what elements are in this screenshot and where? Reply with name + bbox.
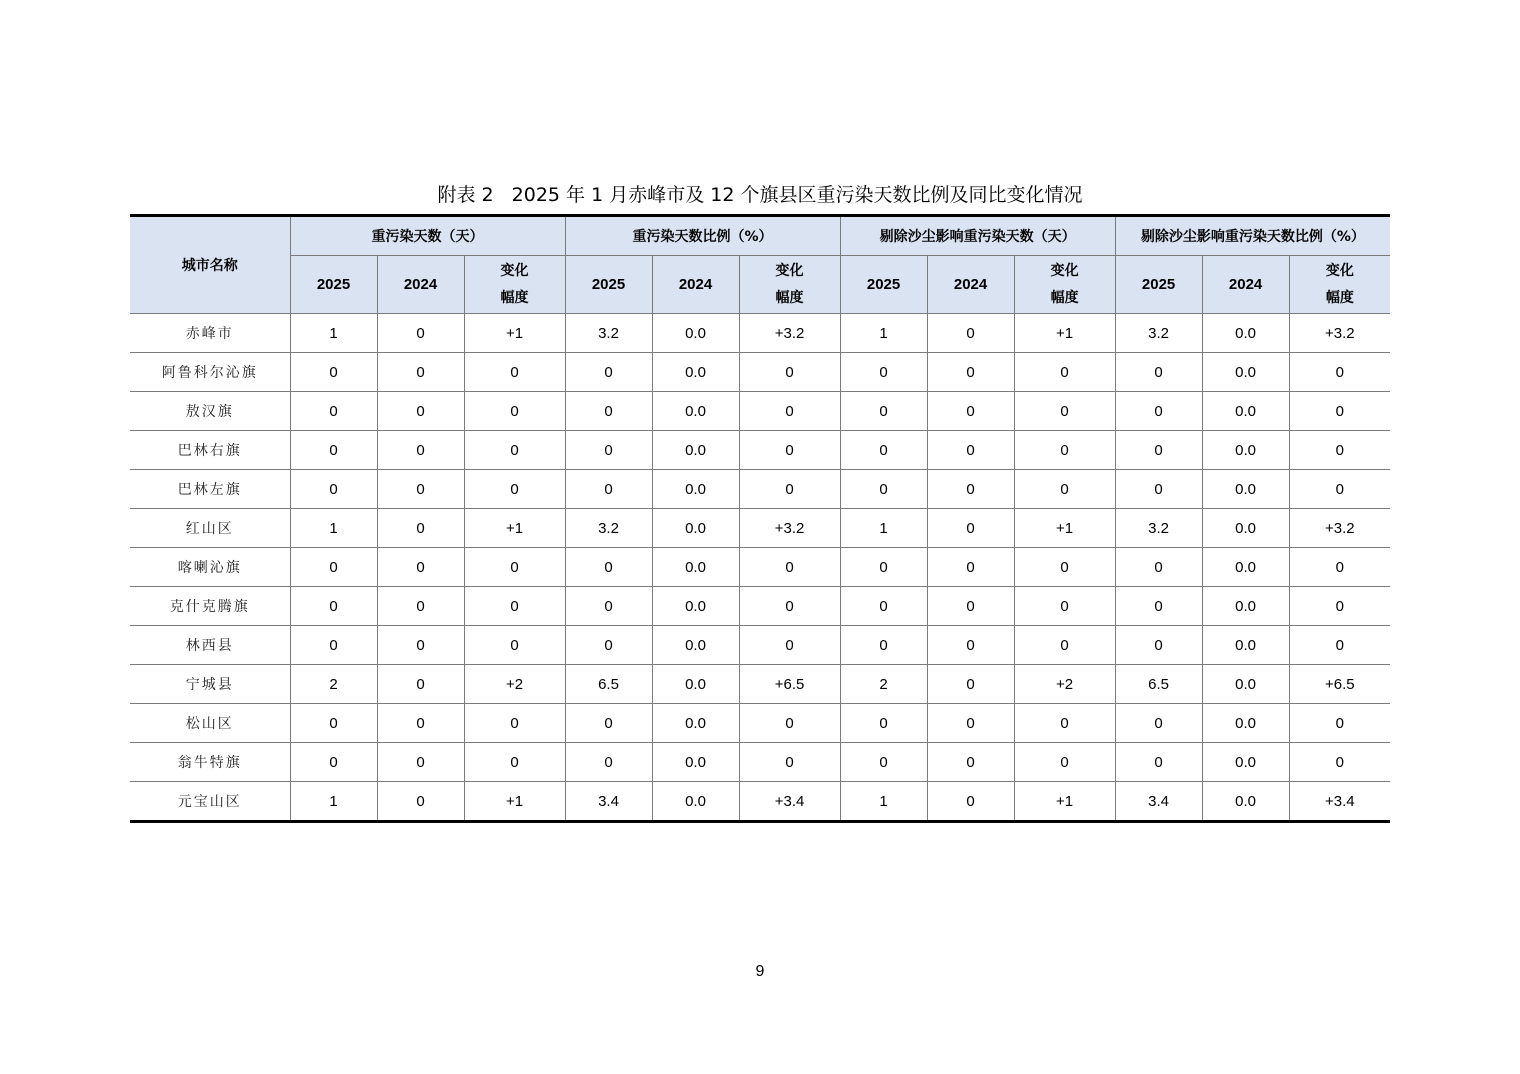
value-cell: 0 xyxy=(377,470,464,509)
value-cell: 0.0 xyxy=(652,626,739,665)
value-cell: 0.0 xyxy=(1202,704,1289,743)
city-name-cell: 红山区 xyxy=(130,509,290,548)
value-cell: +1 xyxy=(1014,314,1115,353)
value-cell: 0 xyxy=(1115,743,1202,782)
table-row xyxy=(130,626,1390,665)
change-header-text: 变化 幅度 xyxy=(1325,262,1354,306)
group-header-dust-excluded-ratio: 剔除沙尘影响重污染天数比例（%） xyxy=(1115,216,1390,256)
group-header-heavy-ratio: 重污染天数比例（%） xyxy=(565,216,840,256)
value-cell: +6.5 xyxy=(1289,665,1390,704)
value-cell: 0 xyxy=(927,509,1014,548)
city-name-cell: 松山区 xyxy=(130,704,290,743)
value-cell: +3.2 xyxy=(1289,509,1390,548)
value-cell: 0 xyxy=(739,626,840,665)
value-cell: 3.2 xyxy=(565,314,652,353)
change-header-text: 变化 幅度 xyxy=(500,262,529,306)
value-cell: 0 xyxy=(290,587,377,626)
value-cell: +1 xyxy=(1014,782,1115,822)
value-cell: 0.0 xyxy=(652,431,739,470)
value-cell: 1 xyxy=(840,314,927,353)
value-cell: 0 xyxy=(565,587,652,626)
value-cell: 0.0 xyxy=(652,509,739,548)
value-cell: 0.0 xyxy=(652,470,739,509)
value-cell: 0 xyxy=(464,626,565,665)
value-cell: 0 xyxy=(464,587,565,626)
value-cell: 0 xyxy=(290,353,377,392)
value-cell: 0.0 xyxy=(652,587,739,626)
value-cell: 0 xyxy=(565,704,652,743)
city-name-cell: 赤峰市 xyxy=(130,314,290,353)
value-cell: 0 xyxy=(290,626,377,665)
change-header xyxy=(1289,256,1390,314)
value-cell: 0.0 xyxy=(1202,587,1289,626)
value-cell: 0 xyxy=(927,665,1014,704)
value-cell: 0 xyxy=(377,431,464,470)
value-cell: 0 xyxy=(377,782,464,822)
value-cell: 0 xyxy=(464,704,565,743)
value-cell: 0 xyxy=(840,587,927,626)
page-number: 9 xyxy=(755,963,765,980)
city-name-header: 城市名称 xyxy=(130,216,290,314)
value-cell: 0 xyxy=(739,392,840,431)
change-header-text: 变化 幅度 xyxy=(1050,262,1079,306)
table-header xyxy=(130,216,1390,314)
value-cell: 0 xyxy=(1115,548,1202,587)
value-cell: 0 xyxy=(1115,626,1202,665)
value-cell: 0 xyxy=(1289,431,1390,470)
value-cell: 0 xyxy=(1014,743,1115,782)
value-cell: 6.5 xyxy=(565,665,652,704)
change-header xyxy=(464,256,565,314)
value-cell: 0.0 xyxy=(652,743,739,782)
value-cell: 0 xyxy=(565,470,652,509)
value-cell: 0 xyxy=(377,626,464,665)
value-cell: 0 xyxy=(1014,548,1115,587)
value-cell: 0.0 xyxy=(1202,626,1289,665)
value-cell: 0.0 xyxy=(1202,392,1289,431)
year-2024-header: 2024 xyxy=(927,256,1014,314)
value-cell: +1 xyxy=(464,509,565,548)
table-row xyxy=(130,314,1390,353)
year-2024-header: 2024 xyxy=(652,256,739,314)
value-cell: 0.0 xyxy=(652,353,739,392)
city-name-cell: 阿鲁科尔沁旗 xyxy=(130,353,290,392)
value-cell: 0 xyxy=(840,353,927,392)
value-cell: 0 xyxy=(377,548,464,587)
group-header-dust-excluded-days: 剔除沙尘影响重污染天数（天） xyxy=(840,216,1115,256)
value-cell: 0 xyxy=(290,704,377,743)
value-cell: 0 xyxy=(377,353,464,392)
value-cell: 0.0 xyxy=(1202,431,1289,470)
city-name-cell: 宁城县 xyxy=(130,665,290,704)
value-cell: 0.0 xyxy=(652,782,739,822)
value-cell: 0.0 xyxy=(652,314,739,353)
table-title xyxy=(130,181,1390,209)
table-row xyxy=(130,782,1390,822)
value-cell: 0 xyxy=(290,548,377,587)
pollution-table xyxy=(130,214,1390,823)
value-cell: 0 xyxy=(840,470,927,509)
table-row xyxy=(130,431,1390,470)
value-cell: 0 xyxy=(1115,470,1202,509)
table-row xyxy=(130,587,1390,626)
value-cell: 0 xyxy=(565,392,652,431)
value-cell: 0 xyxy=(927,704,1014,743)
value-cell: 1 xyxy=(290,509,377,548)
value-cell: 0 xyxy=(840,704,927,743)
city-name-cell: 克什克腾旗 xyxy=(130,587,290,626)
value-cell: +2 xyxy=(464,665,565,704)
table-row xyxy=(130,743,1390,782)
change-header xyxy=(1014,256,1115,314)
city-name-cell: 巴林右旗 xyxy=(130,431,290,470)
table-body xyxy=(130,314,1390,822)
value-cell: 0 xyxy=(840,626,927,665)
value-cell: 6.5 xyxy=(1115,665,1202,704)
value-cell: 0 xyxy=(739,548,840,587)
value-cell: 0 xyxy=(1014,626,1115,665)
value-cell: 0 xyxy=(1289,743,1390,782)
value-cell: 0.0 xyxy=(1202,665,1289,704)
value-cell: 0 xyxy=(1289,587,1390,626)
value-cell: 3.2 xyxy=(565,509,652,548)
value-cell: 0 xyxy=(1289,548,1390,587)
value-cell: 0.0 xyxy=(1202,782,1289,822)
value-cell: 0 xyxy=(1115,587,1202,626)
value-cell: 0.0 xyxy=(1202,509,1289,548)
table-title-label: 附表 2 xyxy=(437,184,494,206)
table-row xyxy=(130,548,1390,587)
value-cell: 0.0 xyxy=(1202,470,1289,509)
value-cell: 0 xyxy=(1115,353,1202,392)
city-name-cell: 巴林左旗 xyxy=(130,470,290,509)
city-name-cell: 敖汉旗 xyxy=(130,392,290,431)
value-cell: 0 xyxy=(1115,704,1202,743)
value-cell: +1 xyxy=(464,782,565,822)
value-cell: 0 xyxy=(1115,431,1202,470)
value-cell: 2 xyxy=(290,665,377,704)
value-cell: 0 xyxy=(927,548,1014,587)
value-cell: +3.2 xyxy=(739,314,840,353)
value-cell: +3.4 xyxy=(1289,782,1390,822)
value-cell: 0 xyxy=(1289,392,1390,431)
value-cell: +2 xyxy=(1014,665,1115,704)
value-cell: 0 xyxy=(377,314,464,353)
year-2025-header: 2025 xyxy=(840,256,927,314)
value-cell: 0 xyxy=(739,470,840,509)
value-cell: 0.0 xyxy=(1202,548,1289,587)
value-cell: 0 xyxy=(464,353,565,392)
value-cell: 0 xyxy=(1014,470,1115,509)
value-cell: 0 xyxy=(464,431,565,470)
value-cell: 0 xyxy=(565,743,652,782)
table-row xyxy=(130,509,1390,548)
value-cell: 0 xyxy=(739,743,840,782)
table-title-text: 2025 年 1 月赤峰市及 12 个旗县区重污染天数比例及同比变化情况 xyxy=(511,184,1083,206)
change-header-text: 变化 幅度 xyxy=(775,262,804,306)
year-2025-header: 2025 xyxy=(565,256,652,314)
value-cell: 0 xyxy=(927,626,1014,665)
value-cell: 0 xyxy=(927,431,1014,470)
header-row-years xyxy=(130,256,1390,314)
value-cell: 0.0 xyxy=(1202,353,1289,392)
value-cell: 0 xyxy=(840,548,927,587)
table-row xyxy=(130,392,1390,431)
value-cell: 0 xyxy=(927,314,1014,353)
value-cell: 0 xyxy=(927,470,1014,509)
value-cell: 0 xyxy=(290,392,377,431)
value-cell: 0 xyxy=(1014,587,1115,626)
year-2025-header: 2025 xyxy=(290,256,377,314)
value-cell: 0 xyxy=(290,431,377,470)
value-cell: 0.0 xyxy=(1202,743,1289,782)
value-cell: 1 xyxy=(840,782,927,822)
city-name-cell: 喀喇沁旗 xyxy=(130,548,290,587)
value-cell: 3.4 xyxy=(565,782,652,822)
group-header-heavy-days: 重污染天数（天） xyxy=(290,216,565,256)
value-cell: 0 xyxy=(565,353,652,392)
value-cell: 0 xyxy=(1014,431,1115,470)
value-cell: 0.0 xyxy=(652,548,739,587)
value-cell: 0 xyxy=(1289,626,1390,665)
city-name-cell: 林西县 xyxy=(130,626,290,665)
value-cell: 0 xyxy=(927,353,1014,392)
header-row-groups xyxy=(130,216,1390,256)
value-cell: 0 xyxy=(739,431,840,470)
value-cell: +6.5 xyxy=(739,665,840,704)
value-cell: 0 xyxy=(464,392,565,431)
value-cell: 3.2 xyxy=(1115,314,1202,353)
value-cell: 0 xyxy=(1289,353,1390,392)
value-cell: 1 xyxy=(840,509,927,548)
value-cell: 0 xyxy=(290,470,377,509)
table-row xyxy=(130,353,1390,392)
value-cell: 0 xyxy=(377,587,464,626)
value-cell: 0 xyxy=(377,665,464,704)
value-cell: 0 xyxy=(464,470,565,509)
value-cell: 0 xyxy=(464,548,565,587)
value-cell: 0 xyxy=(1289,704,1390,743)
value-cell: +3.4 xyxy=(739,782,840,822)
value-cell: 0 xyxy=(565,548,652,587)
year-2024-header: 2024 xyxy=(1202,256,1289,314)
table-row xyxy=(130,665,1390,704)
table-row xyxy=(130,704,1390,743)
value-cell: 0 xyxy=(739,353,840,392)
value-cell: 0 xyxy=(377,392,464,431)
value-cell: 0 xyxy=(377,743,464,782)
table-row xyxy=(130,470,1390,509)
value-cell: 0 xyxy=(377,704,464,743)
value-cell: 3.2 xyxy=(1115,509,1202,548)
value-cell: 0 xyxy=(739,704,840,743)
value-cell: 2 xyxy=(840,665,927,704)
value-cell: +3.2 xyxy=(1289,314,1390,353)
value-cell: 0 xyxy=(1014,704,1115,743)
value-cell: 3.4 xyxy=(1115,782,1202,822)
value-cell: 0 xyxy=(840,431,927,470)
city-name-cell: 翁牛特旗 xyxy=(130,743,290,782)
year-2024-header: 2024 xyxy=(377,256,464,314)
value-cell: +3.2 xyxy=(739,509,840,548)
city-name-cell: 元宝山区 xyxy=(130,782,290,822)
value-cell: 0.0 xyxy=(652,704,739,743)
change-header xyxy=(739,256,840,314)
value-cell: 0 xyxy=(840,392,927,431)
value-cell: 1 xyxy=(290,782,377,822)
value-cell: 0 xyxy=(739,587,840,626)
value-cell: 0 xyxy=(927,782,1014,822)
year-2025-header: 2025 xyxy=(1115,256,1202,314)
value-cell: 0.0 xyxy=(1202,314,1289,353)
value-cell: 0 xyxy=(927,743,1014,782)
value-cell: 0 xyxy=(1014,392,1115,431)
value-cell: 0 xyxy=(464,743,565,782)
value-cell: 0 xyxy=(565,626,652,665)
value-cell: 0 xyxy=(290,743,377,782)
value-cell: 0.0 xyxy=(652,665,739,704)
value-cell: 0 xyxy=(840,743,927,782)
value-cell: 0 xyxy=(377,509,464,548)
value-cell: +1 xyxy=(1014,509,1115,548)
value-cell: 0 xyxy=(927,587,1014,626)
value-cell: 0.0 xyxy=(652,392,739,431)
value-cell: 0 xyxy=(927,392,1014,431)
value-cell: 1 xyxy=(290,314,377,353)
value-cell: +1 xyxy=(464,314,565,353)
value-cell: 0 xyxy=(1289,470,1390,509)
value-cell: 0 xyxy=(565,431,652,470)
value-cell: 0 xyxy=(1014,353,1115,392)
value-cell: 0 xyxy=(1115,392,1202,431)
